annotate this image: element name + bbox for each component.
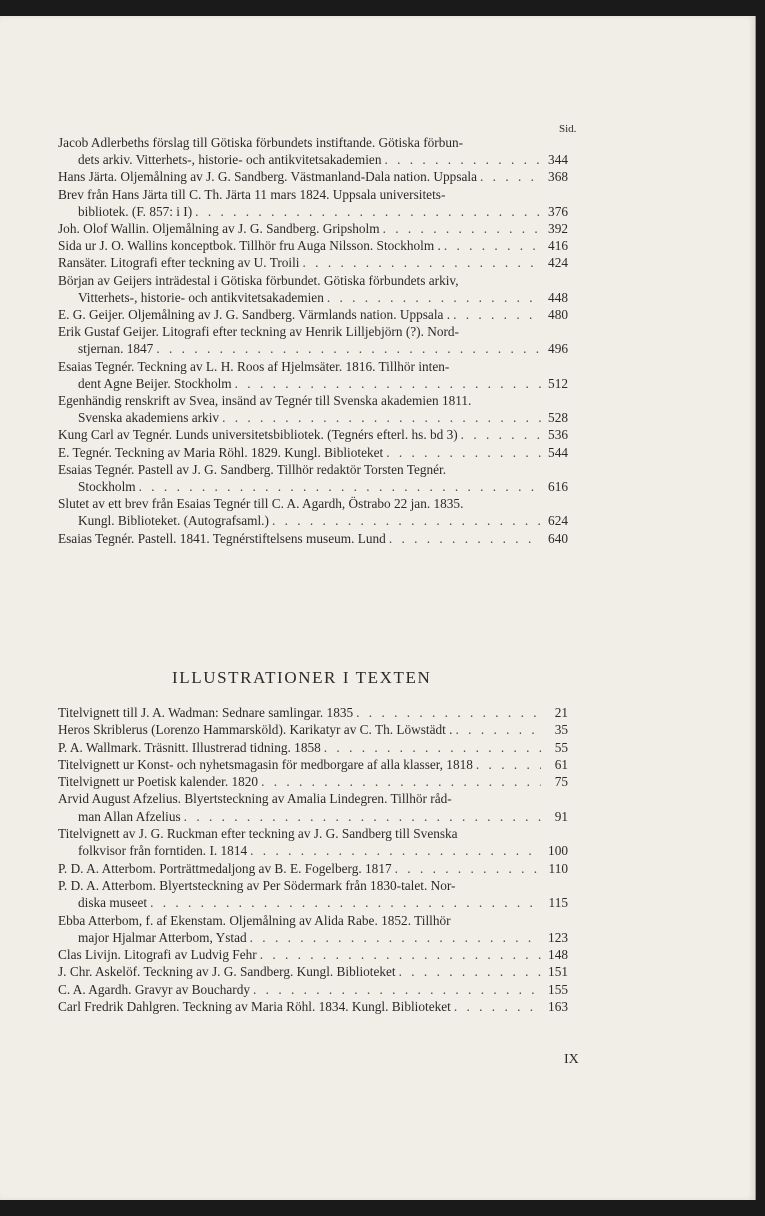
list-entry: [58, 825, 570, 860]
dot-leader: [272, 512, 541, 529]
entry-line: Kung Carl av Tegnér. Lunds universitetsbibliotek. (Tegnérs efterl. hs. bd 3): [58, 427, 458, 443]
page-reference: 91: [554, 808, 568, 824]
list-entry: [58, 392, 570, 426]
page-reference: 512: [548, 375, 568, 391]
list-entry: [58, 426, 570, 443]
entry-line: Joh. Olof Wallin. Oljemålning av J. G. Sandberg. Gripsholm: [58, 221, 380, 237]
entry-line: Stockholm: [78, 479, 136, 495]
entry-line: Jacob Adlerbeths förslag till Götiska förbundets instiftande. Götiska förbun-: [58, 135, 464, 150]
page-reference: 110: [548, 860, 568, 876]
dot-leader: [253, 981, 541, 998]
entry-line: Esaias Tegnér. Pastell av J. G. Sandberg. Tillhör redaktör Torsten Tegnér.: [58, 461, 447, 477]
page-reference: 392: [548, 221, 568, 237]
dot-leader: [156, 340, 541, 357]
entry-line: Sida ur J. O. Wallins konceptbok. Tillhör fru Auga Nilsson. Stockholm .: [58, 238, 441, 254]
dot-leader: [444, 237, 541, 254]
entry-line: P. D. A. Atterbom. Porträttmedaljong av B. E. Fogelberg. 1817: [58, 860, 392, 876]
list-entry: [58, 998, 570, 1015]
list-entry: [58, 134, 570, 168]
dot-leader: [384, 151, 541, 168]
entry-line: Hans Järta. Oljemålning av J. G. Sandberg. Västmanland-Dala nation. Uppsala: [58, 169, 478, 185]
dot-leader: [235, 375, 541, 392]
list-entry: [58, 530, 570, 547]
dot-leader: [386, 444, 541, 461]
dot-leader: [453, 306, 541, 323]
entry-line: Brev från Hans Järta till C. Th. Järta 11 mars 1824. Uppsala universitets-: [58, 186, 446, 202]
entry-line: Slutet av ett brev från Esaias Tegnér till C. A. Agardh, Östrabo 22 jan. 1835.: [58, 496, 464, 512]
entry-line: Clas Livijn. Litografi av Ludvig Fehr: [58, 947, 257, 963]
list-entry: [58, 306, 570, 323]
page-reference: 480: [548, 307, 568, 323]
list-entry: [58, 981, 570, 998]
dot-leader: [250, 929, 541, 946]
dot-leader: [250, 842, 541, 859]
entry-line: C. A. Agardh. Gravyr av Bouchardy: [58, 981, 251, 997]
entry-line: Arvid August Afzelius. Blyertsteckning av Amalia Lindegren. Tillhör råd-: [58, 791, 452, 807]
dot-leader: [389, 530, 541, 547]
book-page: [0, 16, 756, 1200]
page-reference: 75: [554, 774, 568, 790]
page-reference: 424: [548, 255, 568, 271]
section-title: ILLUSTRATIONER I TEXTEN: [172, 668, 432, 687]
list-entry: [58, 877, 570, 912]
entry-line: Titelvignett ur Poetisk kalender. 1820: [58, 774, 259, 790]
dot-leader: [324, 739, 541, 756]
list-entry: [58, 358, 570, 392]
dot-leader: [327, 289, 541, 306]
dot-leader: [184, 808, 541, 825]
dot-leader: [139, 478, 541, 495]
page-reference: 151: [548, 964, 568, 980]
dot-leader: [303, 254, 541, 271]
page-reference: 55: [554, 739, 568, 755]
page-reference: 123: [548, 929, 568, 945]
page-reference: 544: [548, 444, 568, 460]
entry-line: Titelvignett till J. A. Wadman: Sednare samlingar. 1835: [58, 705, 354, 720]
entry-line: man Allan Afzelius: [78, 808, 181, 824]
entry-line: bibliotek. (F. 857: i I): [78, 203, 193, 219]
list-entry: [58, 963, 570, 980]
page-reference: 344: [548, 152, 568, 168]
list-entry: [58, 220, 570, 237]
entry-line: folkvisor från forntiden. I. 1814: [78, 843, 248, 859]
list-entry: [58, 704, 570, 721]
page-reference: 148: [548, 947, 568, 963]
dot-leader: [383, 220, 541, 237]
entry-line: Svenska akademiens arkiv: [78, 410, 220, 426]
page-reference: 35: [554, 722, 568, 738]
entry-line: dent Agne Beijer. Stockholm: [78, 375, 232, 391]
page-reference: 376: [548, 203, 568, 219]
entry-line: Erik Gustaf Geijer. Litografi efter teckning av Henrik Lilljebjörn (?). Nord-: [58, 324, 459, 340]
page-number: IX: [564, 1052, 579, 1067]
dot-leader: [461, 426, 541, 443]
illustrations-list: [58, 704, 570, 1015]
dot-leader: [454, 998, 541, 1015]
list-entry: [58, 860, 570, 877]
entry-line: Esaias Tegnér. Teckning av L. H. Roos af Hjelmsäter. 1816. Tillhör inten-: [58, 358, 450, 374]
entry-line: major Hjalmar Atterbom, Ystad: [78, 929, 247, 945]
page-reference: 416: [548, 238, 568, 254]
list-entry: [58, 773, 570, 790]
entry-line: Ebba Atterbom, f. af Ekenstam. Oljemålning av Alida Rabe. 1852. Tillhör: [58, 912, 451, 928]
entry-line: J. Chr. Askelöf. Teckning av J. G. Sandberg. Kungl. Biblioteket: [58, 964, 396, 980]
list-entry: [58, 168, 570, 185]
list-entry: [58, 461, 570, 495]
list-entry: [58, 912, 570, 947]
dot-leader: [195, 203, 541, 220]
entry-line: Ransäter. Litografi efter teckning av U. Troili: [58, 255, 300, 271]
dot-leader: [476, 756, 541, 773]
entry-line: Början av Geijers inträdestal i Götiska förbundet. Götiska förbundets arkiv,: [58, 272, 459, 288]
dot-leader: [261, 773, 541, 790]
list-entry: [58, 254, 570, 271]
dot-leader: [395, 860, 541, 877]
dot-leader: [480, 168, 541, 185]
page-reference: 448: [548, 289, 568, 305]
page-reference: 100: [548, 843, 568, 859]
list-entry: [58, 739, 570, 756]
entry-line: E. G. Geijer. Oljemålning av J. G. Sandberg. Värmlands nation. Uppsala .: [58, 307, 451, 323]
entry-line: Kungl. Biblioteket. (Autografsaml.): [78, 513, 269, 529]
list-entry: [58, 186, 570, 220]
page-reference: 496: [548, 341, 568, 357]
page-reference: 61: [554, 756, 568, 772]
dot-leader: [150, 894, 541, 911]
dot-leader: [260, 946, 541, 963]
entry-line: Carl Fredrik Dahlgren. Teckning av Maria Röhl. 1834. Kungl. Biblioteket: [58, 999, 451, 1015]
list-entry: [58, 790, 570, 825]
list-entry: [58, 444, 570, 461]
list-entry: [58, 237, 570, 254]
entry-line: P. D. A. Atterbom. Blyertsteckning av Per Södermark från 1830-talet. Nor-: [58, 877, 456, 893]
list-entry: [58, 495, 570, 529]
page-reference: 616: [548, 479, 568, 495]
entry-line: Heros Skriblerus (Lorenzo Hammarsköld). Karikatyr av C. Th. Löwstädt .: [58, 722, 453, 738]
entry-line: stjernan. 1847: [78, 341, 154, 357]
page-reference: 163: [548, 999, 568, 1015]
page-reference: 368: [548, 169, 568, 185]
list-entry: [58, 756, 570, 773]
dot-leader: [356, 704, 541, 721]
page-reference: 21: [554, 705, 568, 720]
entry-line: Vitterhets-, historie- och antikvitetsakademien: [78, 289, 324, 305]
page-reference: 115: [548, 895, 568, 911]
page-reference: 536: [548, 427, 568, 443]
list-entry: [58, 721, 570, 738]
entry-line: Egenhändig renskrift av Svea, insänd av Tegnér till Svenska akademien 1811.: [58, 393, 472, 409]
entry-line: E. Tegnér. Teckning av Maria Röhl. 1829. Kungl. Biblioteket: [58, 444, 384, 460]
entry-line: Titelvignett ur Konst- och nyhetsmagasin för medborgare af alla klasser, 1818: [58, 756, 473, 772]
page-column-header: Sid.: [559, 123, 577, 135]
page-reference: 640: [548, 530, 568, 546]
entry-line: dets arkiv. Vitterhets-, historie- och antikvitetsakademien: [78, 152, 382, 168]
page-reference: 624: [548, 513, 568, 529]
dot-leader: [222, 409, 541, 426]
list-entry: [58, 323, 570, 357]
list-entry: [58, 946, 570, 963]
list-entry: [58, 272, 570, 306]
entry-line: Titelvignett av J. G. Ruckman efter teckning av J. G. Sandberg till Svenska: [58, 826, 458, 842]
page-reference: 528: [548, 410, 568, 426]
entry-line: diska museet: [78, 895, 148, 911]
entry-line: P. A. Wallmark. Träsnitt. Illustrerad tidning. 1858: [58, 739, 321, 755]
dot-leader: [456, 721, 541, 738]
dot-leader: [399, 963, 541, 980]
page-reference: 155: [548, 981, 568, 997]
entry-line: Esaias Tegnér. Pastell. 1841. Tegnérstiftelsens museum. Lund: [58, 530, 386, 546]
plates-list: [58, 134, 570, 547]
